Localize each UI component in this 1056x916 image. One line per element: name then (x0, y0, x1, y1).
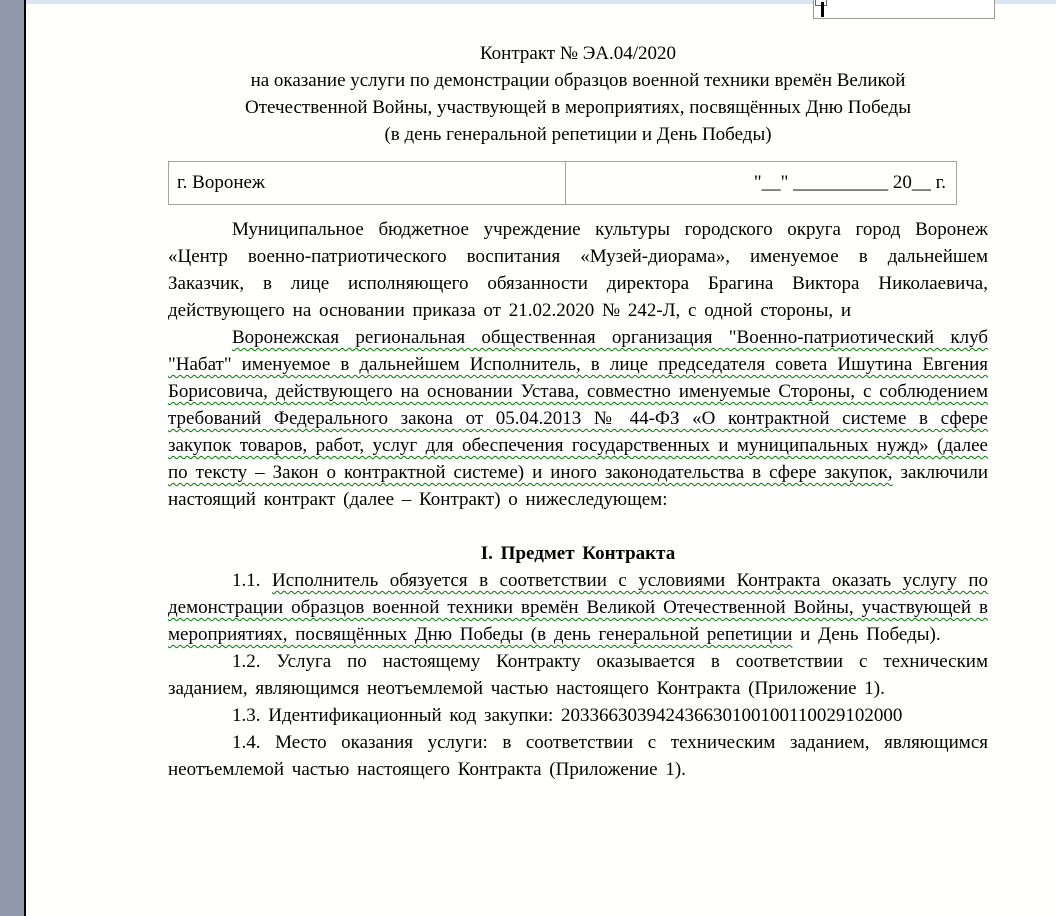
document-title-line: (в день генеральной репетиции и День Победы) (384, 124, 772, 145)
document-paragraph (168, 567, 988, 648)
grammar-flagged-text: Исполнитель обязуется в соответствии с условиями Контракта оказать услугу по демонстрации образцов военной техники времён Великой Отечественной Войны, участвующей в мероприятиях, посвящённых Дню Победы (в день генеральной репетиции (168, 570, 989, 645)
paragraph-text: 1.3. Идентификационный код закупки: 203366303942436630100100110029102000 (232, 705, 903, 726)
paragraph-text: Муниципальное бюджетное учреждение культуры городского округа город Воронеж «Центр военно-патриотического воспитания «Музей-диорама», именуемое в дальнейшем Заказчик, в лице исполняющего обязанности директора Брагина Виктора Николаевича, действующего на основании приказа от 21.02.2020 № 242-Л, с одной стороны, и (168, 219, 988, 321)
paragraph-text: 1.4. Место оказания услуги: в соответствии с техническим заданием, являющимся неотъемлемой частью настоящего Контракта (Приложение 1). (168, 732, 988, 780)
paragraph-text: и День Победы). (792, 624, 941, 645)
document-title (168, 40, 988, 148)
document-paragraph (168, 216, 988, 324)
section-heading: I. Предмет Контракта (480, 543, 676, 564)
text-caret-icon (821, 2, 824, 17)
document-paragraph (168, 702, 988, 729)
paragraph-text: заключили настоящий контракт (далее – Контракт) о нижеследующем: (168, 462, 988, 510)
place-date-table (168, 161, 957, 205)
table-row (169, 162, 957, 205)
paragraph-text: 1.1. (232, 570, 272, 591)
city-cell[interactable]: г. Воронеж (169, 162, 566, 205)
text-input-box[interactable] (813, 0, 995, 19)
document-title-line: Отечественной Войны, участвующей в мероприятиях, посвящённых Дню Победы (245, 97, 911, 118)
document-title-line: Контракт № ЭА.04/2020 (479, 43, 677, 64)
date-blank-cell[interactable]: "__" __________ 20__ г. (566, 162, 957, 205)
document-page[interactable] (26, 4, 1056, 916)
paragraph-text: 1.2. Услуга по настоящему Контракту оказывается в соответствии с техническим заданием, являющимся неотъемлемой частью настоящего Контракта (Приложение 1). (168, 651, 988, 699)
document-paragraph (168, 648, 988, 702)
grammar-flagged-text: Воронежская региональная общественная организация "Военно-патриотический клуб "Набат" именуемое в дальнейшем Исполнитель, в лице председателя совета Ишутина Евгения Борисовича, действующего на основании Устава, совместно именуемые Стороны, с соблюдением требований Федерального закона от 05.04.2013 № 44-ФЗ «О контрактной системе в сфере закупок товаров, работ, услуг для обеспечения государственных и муниципальных нужд» (далее по тексту – Закон о контрактной системе) и иного законодательства в сфере закупок, (168, 327, 988, 483)
document-paragraph (168, 324, 988, 513)
document-title-line: на оказание услуги по демонстрации образцов военной техники времён Великой (250, 70, 906, 91)
document-body[interactable] (168, 216, 988, 783)
app-background-strip (0, 0, 24, 916)
document-paragraph (168, 729, 988, 783)
